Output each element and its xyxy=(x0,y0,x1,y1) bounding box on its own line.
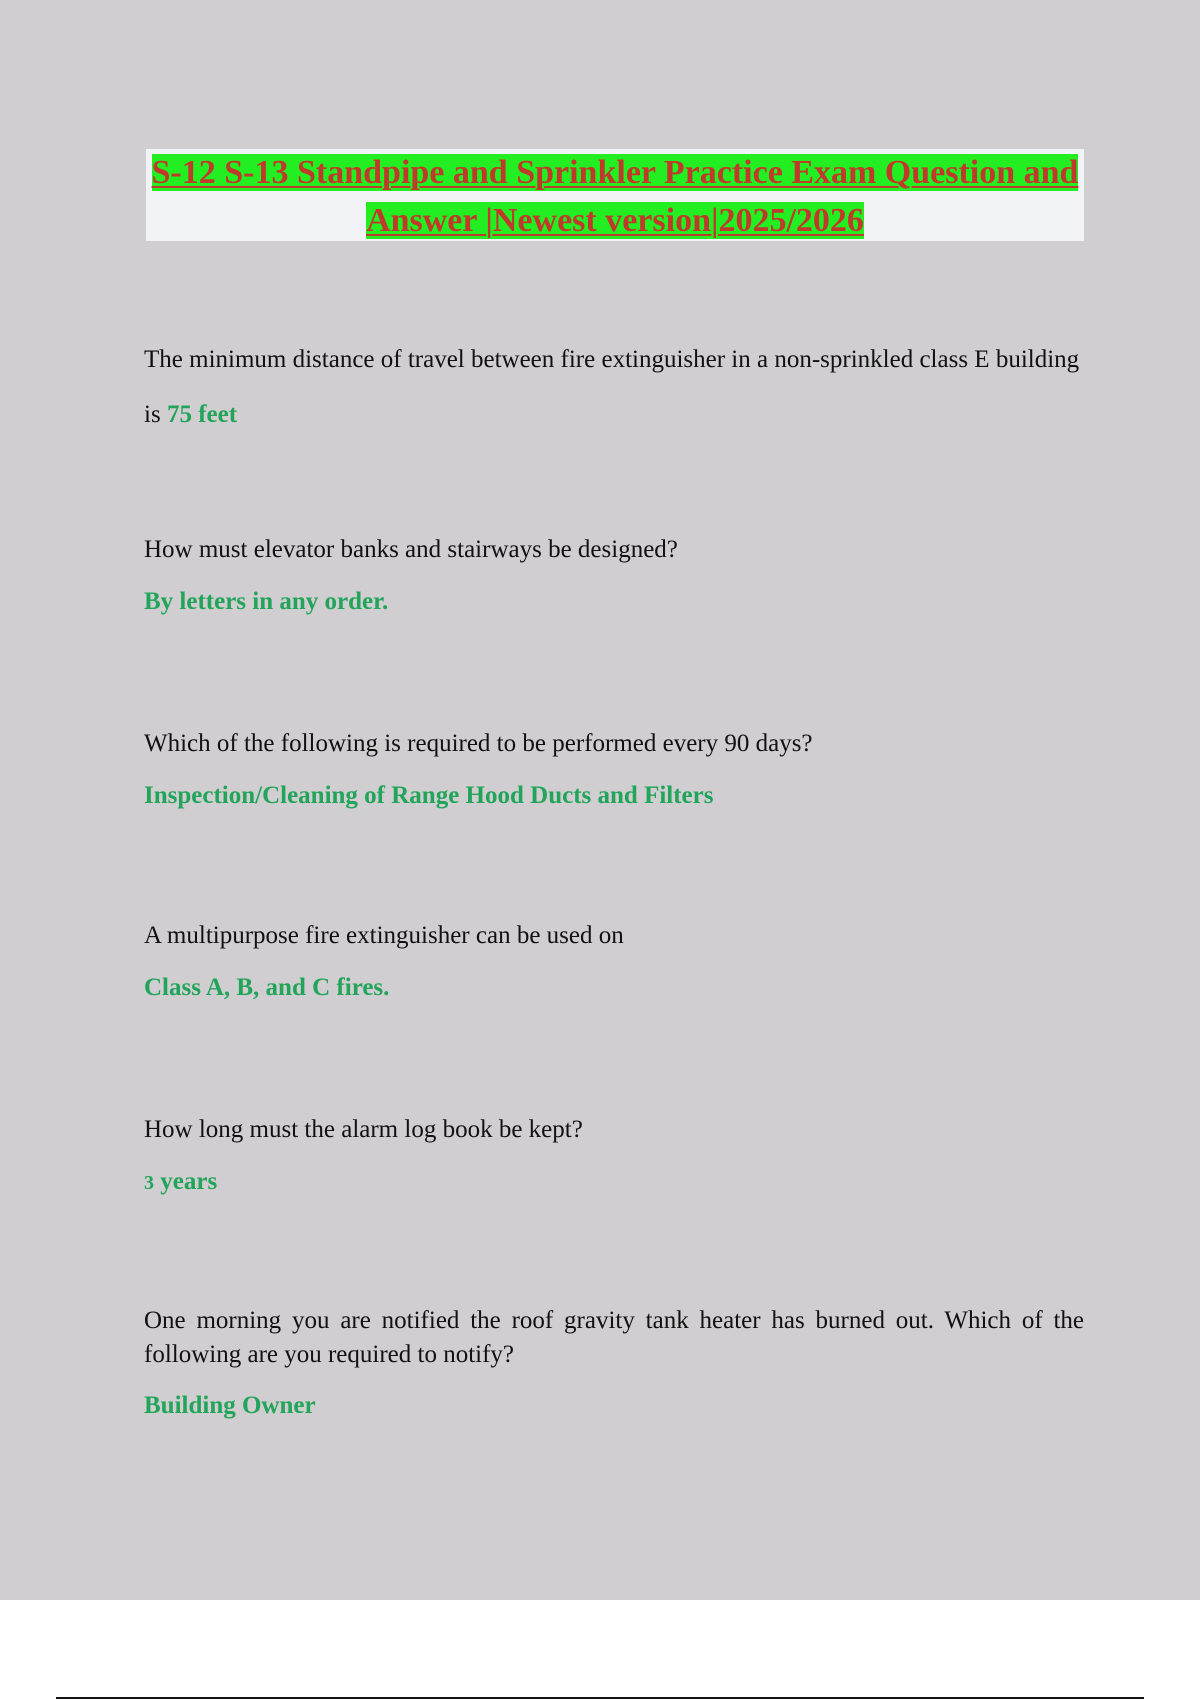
answer-text: Inspection/Cleaning of Range Hood Ducts and Filters xyxy=(144,782,714,809)
title-box xyxy=(146,149,1084,241)
question-text: How must elevator banks and stairways be designed? xyxy=(144,536,678,563)
answer-text: Building Owner xyxy=(144,1392,316,1419)
question-text xyxy=(144,332,1084,442)
question-text: A multipurpose fire extinguisher can be used on xyxy=(144,922,624,949)
answer-text: 75 feet xyxy=(166,401,238,428)
question-text: How long must the alarm log book be kept? xyxy=(144,1116,583,1143)
document-title: S-12 S-13 Standpipe and Sprinkler Practice Exam Question and Answer |Newest version|2025/2026 xyxy=(151,154,1079,239)
answer-text: By letters in any order. xyxy=(144,588,389,615)
question-text-span: The minimum distance of travel between fire extinguisher in a non-sprinkled class E building is xyxy=(144,346,1080,428)
qa-item xyxy=(144,918,1084,1006)
question-text: Which of the following is required to be performed every 90 days? xyxy=(144,730,813,757)
answer-text: years xyxy=(160,1168,218,1195)
answer-text: Class A, B, and C fires. xyxy=(144,974,390,1001)
question-text: One morning you are notified the roof gravity tank heater has burned out. Which of the following are you required to notify? xyxy=(144,1307,1084,1368)
footer-divider xyxy=(56,1697,1144,1699)
qa-item xyxy=(144,726,1084,814)
qa-item xyxy=(144,532,1084,620)
answer-number: 3 xyxy=(144,1172,154,1194)
qa-item xyxy=(144,1112,1084,1201)
qa-item xyxy=(144,1304,1084,1424)
answer-line xyxy=(144,1164,1084,1201)
qa-item xyxy=(144,332,1084,442)
